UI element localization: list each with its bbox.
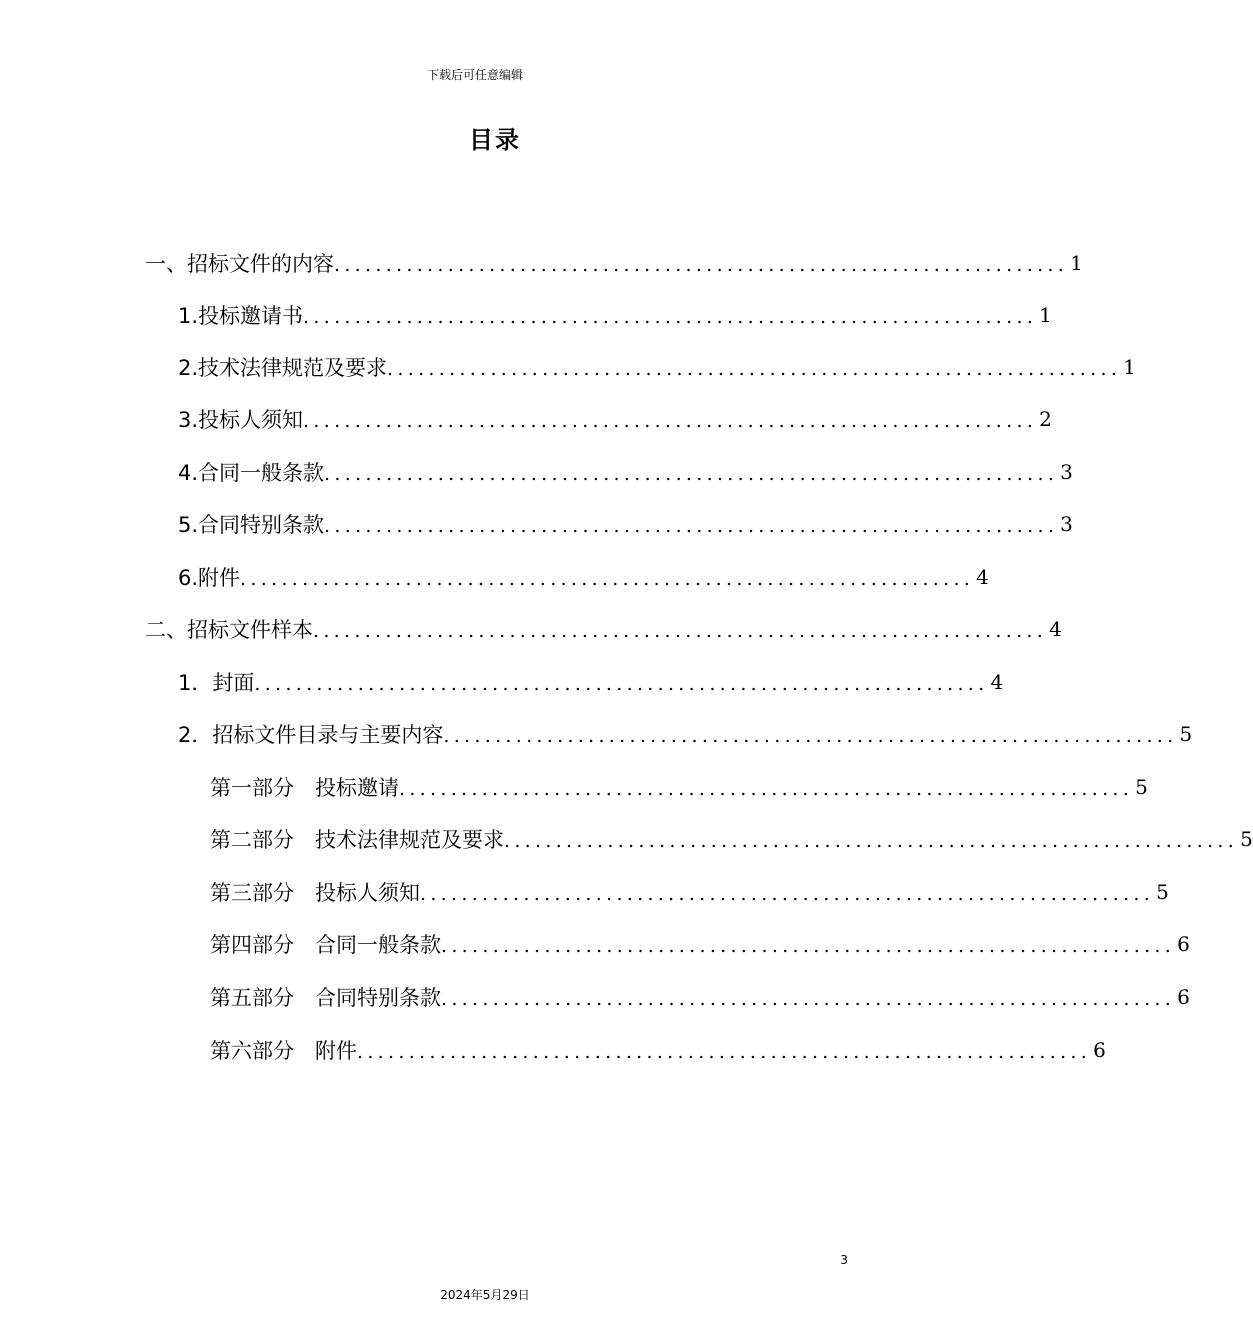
toc-dot-leader: .......................................................................	[303, 410, 1038, 432]
toc-entry-page: 2	[1039, 407, 1052, 431]
toc-entry[interactable]	[210, 771, 1148, 803]
toc-entry-label: 第三部分 投标人须知	[210, 881, 420, 905]
toc-dot-leader: .......................................................................	[420, 883, 1155, 905]
toc-entry-label: 第一部分 投标邀请	[210, 776, 399, 800]
toc-entry-page: 3	[1060, 512, 1073, 536]
toc-entry-label: 二、招标文件样本	[145, 618, 313, 642]
toc-entry-section-2[interactable]	[145, 613, 1062, 645]
toc-entry-page: 4	[976, 565, 989, 589]
toc-entry[interactable]	[178, 561, 989, 593]
toc-entry-label: 3.投标人须知	[178, 408, 304, 432]
toc-entry-page: 3	[1060, 460, 1073, 484]
toc-entry-label: 2.技术法律规范及要求	[178, 356, 388, 380]
toc-entry[interactable]	[210, 981, 1190, 1013]
toc-entry-label: 2．招标文件目录与主要内容	[178, 723, 444, 747]
toc-dot-leader: .......................................................................	[441, 935, 1176, 957]
toc-entry-label: 第六部分 附件	[210, 1039, 357, 1063]
toc-entry[interactable]	[178, 666, 1004, 698]
toc-entry-label: 1．封面	[178, 671, 255, 695]
toc-entry-label: 6.附件	[178, 566, 241, 590]
toc-dot-leader: .......................................................................	[504, 830, 1239, 852]
toc-entry-page: 1	[1070, 251, 1083, 275]
toc-entry[interactable]	[178, 718, 1193, 750]
toc-entry[interactable]	[210, 928, 1190, 960]
toc-entry-label: 第二部分 技术法律规范及要求	[210, 828, 504, 852]
footer-date: 2024年5月29日	[440, 1288, 530, 1302]
toc-entry[interactable]	[178, 403, 1052, 435]
toc-entry-page: 1	[1123, 355, 1136, 379]
toc-entry-page: 5	[1135, 775, 1148, 799]
toc-dot-leader: .......................................................................	[240, 568, 975, 590]
toc-dot-leader: .......................................................................	[399, 778, 1134, 800]
toc-entry[interactable]	[210, 876, 1169, 908]
toc-entry-label: 5.合同特别条款	[178, 513, 325, 537]
toc-dot-leader: .......................................................................	[324, 515, 1059, 537]
toc-entry[interactable]	[178, 508, 1073, 540]
toc-dot-leader: .......................................................................	[254, 673, 989, 695]
toc-dot-leader: .......................................................................	[334, 254, 1069, 276]
toc-entry-page: 5	[1179, 722, 1193, 746]
toc-entry-page: 4	[1049, 617, 1062, 641]
toc-dot-leader: .......................................................................	[443, 725, 1178, 747]
page-header: 下载后可任意编辑	[426, 68, 523, 82]
toc-entry-page: 5	[1156, 880, 1169, 904]
toc-entry[interactable]	[178, 351, 1136, 383]
toc-entry-label: 第四部分 合同一般条款	[210, 933, 441, 957]
toc-entry-page: 6	[1177, 932, 1190, 956]
toc-dot-leader: .......................................................................	[324, 463, 1059, 485]
toc-entry-page: 5	[1240, 827, 1253, 851]
toc-entry-page: 6	[1177, 985, 1190, 1009]
toc-entry-label: 1.投标邀请书	[178, 304, 304, 328]
toc-dot-leader: .......................................................................	[441, 988, 1176, 1010]
document-title: 目录	[469, 126, 521, 154]
toc-dot-leader: .......................................................................	[313, 620, 1048, 642]
toc-entry-page: 6	[1093, 1038, 1106, 1062]
toc-entry[interactable]	[178, 456, 1073, 488]
toc-entry[interactable]	[210, 1034, 1106, 1066]
toc-entry-page: 1	[1039, 303, 1052, 327]
toc-entry-label: 第五部分 合同特别条款	[210, 986, 441, 1010]
toc-dot-leader: .......................................................................	[387, 358, 1122, 380]
toc-entry[interactable]	[210, 823, 1253, 855]
toc-entry-label: 4.合同一般条款	[178, 461, 325, 485]
toc-entry-section-1[interactable]	[145, 247, 1083, 279]
toc-entry[interactable]	[178, 299, 1052, 331]
toc-dot-leader: .......................................................................	[303, 306, 1038, 328]
page-number: 3	[840, 1253, 848, 1267]
toc-entry-page: 4	[990, 670, 1004, 694]
toc-dot-leader: .......................................................................	[357, 1041, 1092, 1063]
toc-entry-label: 一、招标文件的内容	[145, 252, 334, 276]
